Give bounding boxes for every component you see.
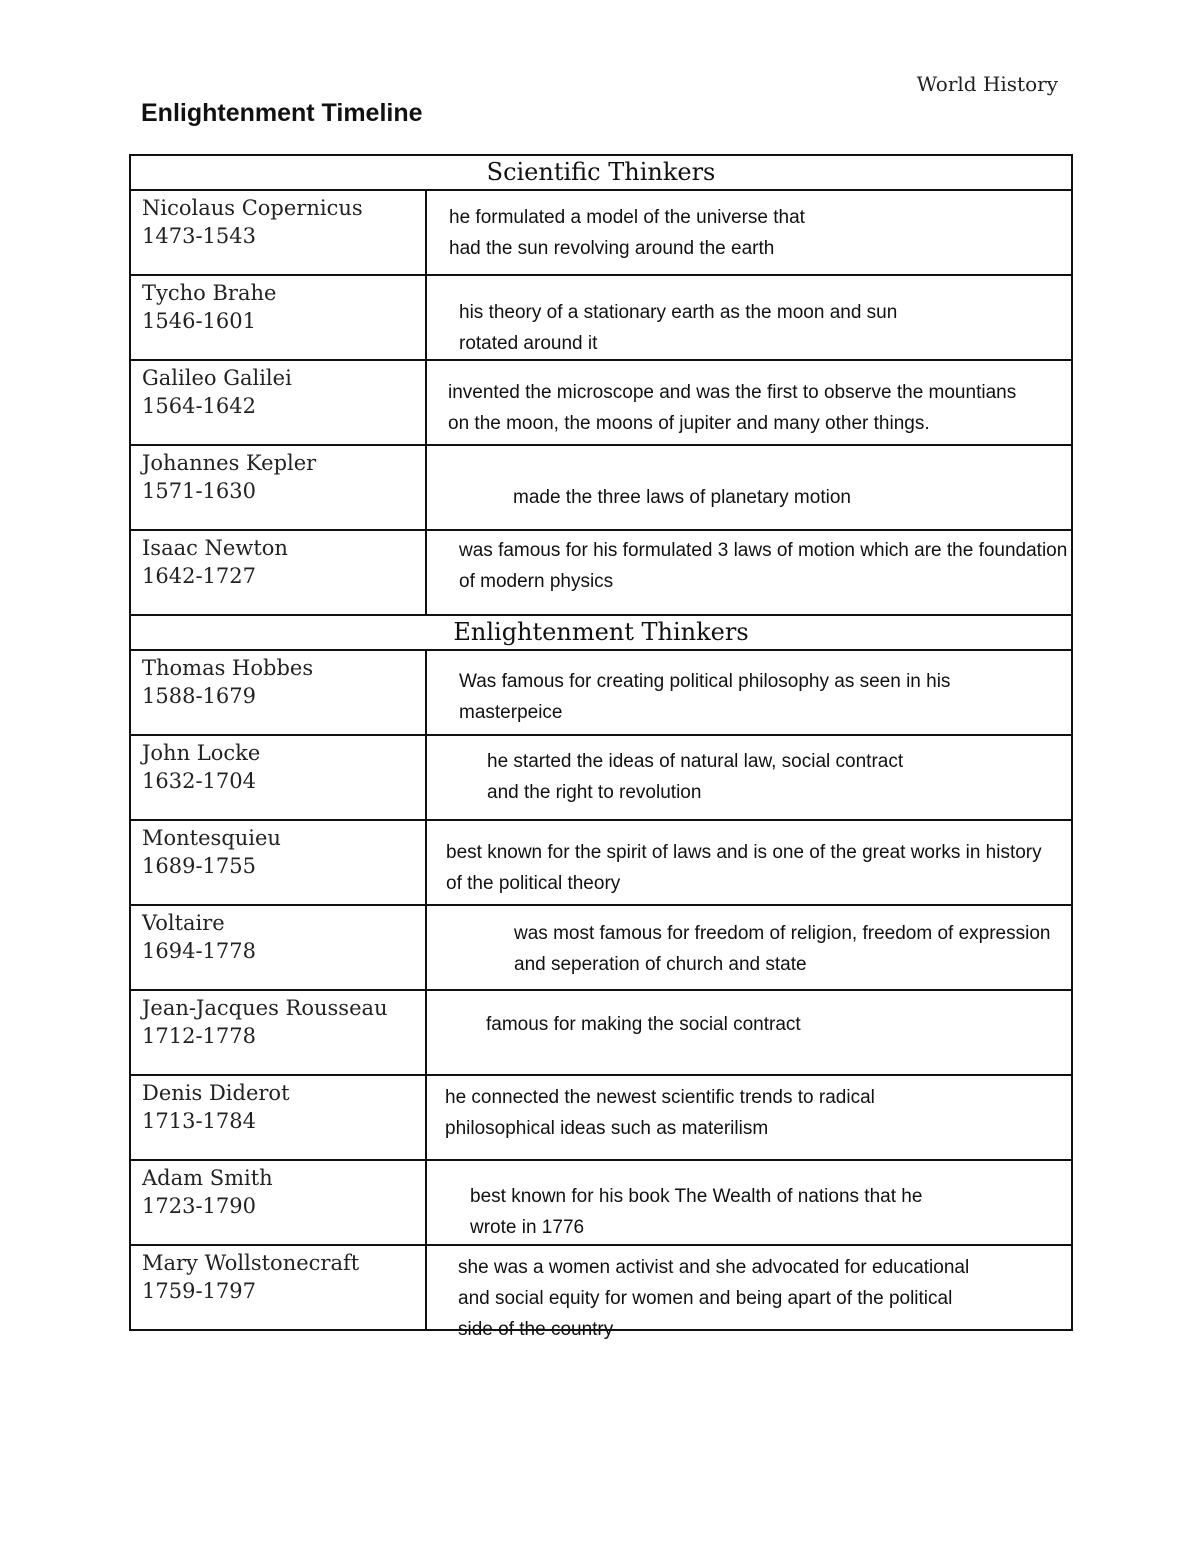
description-line: wrote in 1776 (470, 1217, 585, 1238)
thinker-name: Galileo Galilei (142, 366, 292, 390)
description-line: he formulated a model of the universe that (449, 207, 805, 228)
description-cell (426, 1160, 1072, 1245)
thinker-cell (130, 190, 426, 275)
description-text (458, 1252, 969, 1345)
thinker-name: Jean-Jacques Rousseau (142, 996, 388, 1020)
page-title: Enlightenment Timeline (141, 99, 423, 127)
description-cell (426, 905, 1072, 990)
thinker-name: Montesquieu (142, 826, 281, 850)
thinker-cell (130, 990, 426, 1075)
description-line: best known for the spirit of laws and is one of the great works in history (446, 842, 1042, 863)
thinker-name: Isaac Newton (142, 536, 288, 560)
thinker-name: Johannes Kepler (142, 451, 317, 475)
thinker-row (130, 445, 1072, 530)
thinker-row (130, 820, 1072, 905)
thinker-row (130, 735, 1072, 820)
section-heading: Scientific Thinkers (130, 155, 1072, 190)
thinker-name: Adam Smith (142, 1166, 273, 1190)
thinker-name: Denis Diderot (142, 1081, 290, 1105)
thinker-cell (130, 820, 426, 905)
thinker-dates: 1713-1784 (142, 1109, 256, 1133)
description-text (448, 377, 1016, 439)
thinker-dates: 1546-1601 (142, 309, 256, 333)
description-line: philosophical ideas such as materilism (445, 1118, 769, 1139)
description-line: she was a women activist and she advocated for educational (458, 1257, 970, 1278)
description-line: he started the ideas of natural law, social contract (487, 751, 904, 772)
thinker-name: Mary Wollstonecraft (142, 1251, 360, 1275)
description-cell (426, 275, 1072, 360)
thinker-cell (130, 1245, 426, 1330)
section-heading-row (130, 615, 1072, 650)
thinker-dates: 1564-1642 (142, 394, 256, 418)
description-line: of the political theory (446, 873, 621, 894)
thinker-row (130, 530, 1072, 615)
description-line: side of the country (458, 1319, 614, 1340)
thinker-cell (130, 360, 426, 445)
description-text (459, 297, 897, 359)
thinker-dates: 1473-1543 (142, 224, 256, 248)
description-text (514, 918, 1050, 980)
description-line: masterpeice (459, 702, 563, 723)
description-text (445, 1082, 875, 1144)
description-cell (426, 445, 1072, 530)
thinker-dates: 1689-1755 (142, 854, 256, 878)
course-label: World History (916, 72, 1058, 96)
thinker-name: Tycho Brahe (142, 281, 277, 305)
thinker-cell (130, 445, 426, 530)
description-line: was most famous for freedom of religion, freedom of expression (514, 923, 1051, 944)
section-heading: Enlightenment Thinkers (130, 615, 1072, 650)
thinker-dates: 1571-1630 (142, 479, 256, 503)
description-text (459, 666, 950, 728)
description-cell (426, 820, 1072, 905)
description-text (446, 837, 1042, 899)
description-text (459, 535, 1067, 597)
description-line: famous for making the social contract (486, 1014, 801, 1035)
section-heading-row (130, 155, 1072, 190)
thinker-row (130, 905, 1072, 990)
thinker-dates: 1642-1727 (142, 564, 256, 588)
thinker-dates: 1632-1704 (142, 769, 256, 793)
description-text (487, 746, 903, 808)
description-line: his theory of a stationary earth as the moon and sun (459, 302, 898, 323)
description-line: on the moon, the moons of jupiter and many other things. (448, 413, 930, 434)
thinker-cell (130, 275, 426, 360)
description-cell (426, 530, 1072, 615)
thinker-dates: 1759-1797 (142, 1279, 256, 1303)
description-cell (426, 735, 1072, 820)
thinker-name: Nicolaus Copernicus (142, 196, 363, 220)
thinker-row (130, 360, 1072, 445)
description-text (486, 1009, 801, 1040)
thinker-row (130, 1075, 1072, 1160)
description-text (513, 482, 851, 513)
description-text (449, 202, 805, 264)
thinker-cell (130, 650, 426, 735)
description-cell (426, 190, 1072, 275)
thinker-row (130, 990, 1072, 1075)
thinker-cell (130, 530, 426, 615)
description-text (470, 1181, 922, 1243)
thinker-dates: 1588-1679 (142, 684, 256, 708)
thinker-row (130, 190, 1072, 275)
description-line: and social equity for women and being apart of the political (458, 1288, 953, 1309)
description-line: and the right to revolution (487, 782, 702, 803)
description-line: had the sun revolving around the earth (449, 238, 775, 259)
thinker-cell (130, 905, 426, 990)
thinker-row (130, 650, 1072, 735)
thinker-row (130, 275, 1072, 360)
thinker-cell (130, 735, 426, 820)
thinker-name: Thomas Hobbes (142, 656, 314, 680)
thinker-name: Voltaire (142, 911, 225, 935)
timeline-table (129, 154, 1073, 1340)
thinker-row (130, 1245, 1072, 1330)
description-line: and seperation of church and state (514, 954, 807, 975)
thinker-cell (130, 1160, 426, 1245)
description-line: best known for his book The Wealth of nations that he (470, 1186, 923, 1207)
description-line: he connected the newest scientific trends to radical (445, 1087, 875, 1108)
thinker-row (130, 1160, 1072, 1245)
description-line: of modern physics (459, 571, 614, 592)
description-line: Was famous for creating political philosophy as seen in his (459, 671, 951, 692)
thinker-name: John Locke (142, 741, 261, 765)
description-cell (426, 360, 1072, 445)
thinker-cell (130, 1075, 426, 1160)
thinker-dates: 1723-1790 (142, 1194, 256, 1218)
thinker-dates: 1712-1778 (142, 1024, 256, 1048)
description-cell (426, 1245, 1072, 1340)
description-line: was famous for his formulated 3 laws of motion which are the foundation (459, 540, 1068, 561)
description-cell (426, 650, 1072, 735)
description-line: rotated around it (459, 333, 598, 354)
thinker-dates: 1694-1778 (142, 939, 256, 963)
description-cell (426, 1075, 1072, 1160)
description-line: made the three laws of planetary motion (513, 487, 851, 508)
description-cell (426, 990, 1072, 1075)
description-line: invented the microscope and was the first to observe the mountians (448, 382, 1017, 403)
